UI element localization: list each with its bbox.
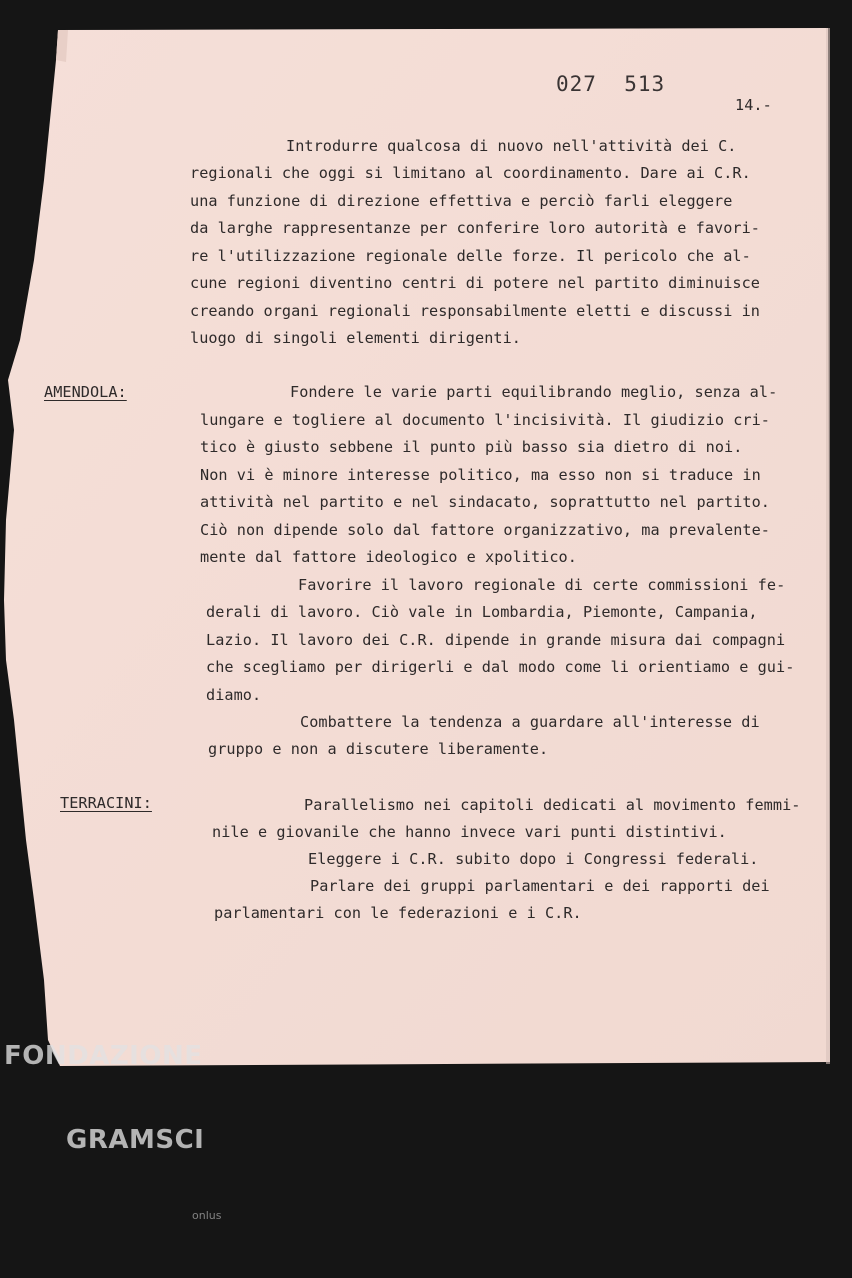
paragraph-line: lungare e togliere al documento l'incisività. Il giudizio cri- <box>200 411 771 429</box>
paragraph-line: cune regioni diventino centri di potere nel partito diminuisce <box>190 274 761 292</box>
paragraph-line: Favorire il lavoro regionale di certe commissioni fe- <box>298 576 786 594</box>
watermark-line: FONDAZIONE <box>4 1041 203 1071</box>
paragraph-line: che scegliamo per dirigerli e dal modo come li orientiamo e gui- <box>206 658 795 676</box>
speaker-label-terracini: TERRACINI: <box>60 794 152 812</box>
watermark-line: GRAMSCI <box>66 1125 205 1155</box>
speaker-label-amendola: AMENDOLA: <box>44 383 127 401</box>
fondazione-gramsci-watermark <box>4 986 221 1278</box>
paragraph-line: derali di lavoro. Ciò vale in Lombardia, Piemonte, Campania, <box>206 603 758 621</box>
paragraph-line: gruppo e non a discutere liberamente. <box>208 740 549 758</box>
paragraph-line: nile e giovanile che hanno invece vari punti distintivi. <box>212 823 727 841</box>
archive-number: 027 513 <box>556 72 666 96</box>
paragraph-line: Introdurre qualcosa di nuovo nell'attività dei C. <box>286 137 737 155</box>
paragraph-line: diamo. <box>206 686 262 704</box>
paragraph-line: Parlare dei gruppi parlamentari e dei rapporti dei <box>310 877 770 895</box>
paragraph-line: Parallelismo nei capitoli dedicati al movimento femmi- <box>304 796 801 814</box>
paragraph-line: regionali che oggi si limitano al coordinamento. Dare ai C.R. <box>190 164 751 182</box>
watermark-line: onlus <box>192 1209 222 1222</box>
paragraph-line: Combattere la tendenza a guardare all'interesse di <box>300 713 760 731</box>
paragraph-line: Eleggere i C.R. subito dopo i Congressi federali. <box>308 850 759 868</box>
paragraph-line: tico è giusto sebbene il punto più basso sia dietro di noi. <box>200 438 743 456</box>
page-number: 14.- <box>735 96 772 114</box>
paragraph-line: parlamentari con le federazioni e i C.R. <box>214 904 582 922</box>
paragraph-line: luogo di singoli elementi dirigenti. <box>190 329 521 347</box>
paragraph-line: attività nel partito e nel sindacato, soprattutto nel partito. <box>200 493 771 511</box>
paragraph-line: Fondere le varie parti equilibrando meglio, senza al- <box>290 383 778 401</box>
paragraph-line: Non vi è minore interesse politico, ma esso non si traduce in <box>200 466 761 484</box>
paragraph-line: mente dal fattore ideologico e xpolitico. <box>200 548 577 566</box>
paragraph-line: creando organi regionali responsabilmente eletti e discussi in <box>190 302 761 320</box>
paragraph-line: Lazio. Il lavoro dei C.R. dipende in grande misura dai compagni <box>206 631 786 649</box>
paragraph-line: da larghe rappresentanze per conferire loro autorità e favori- <box>190 219 761 237</box>
paragraph-line: Ciò non dipende solo dal fattore organizzativo, ma prevalente- <box>200 521 771 539</box>
paragraph-line: una funzione di direzione effettiva e perciò farli eleggere <box>190 192 733 210</box>
paragraph-line: re l'utilizzazione regionale delle forze. Il pericolo che al- <box>190 247 751 265</box>
